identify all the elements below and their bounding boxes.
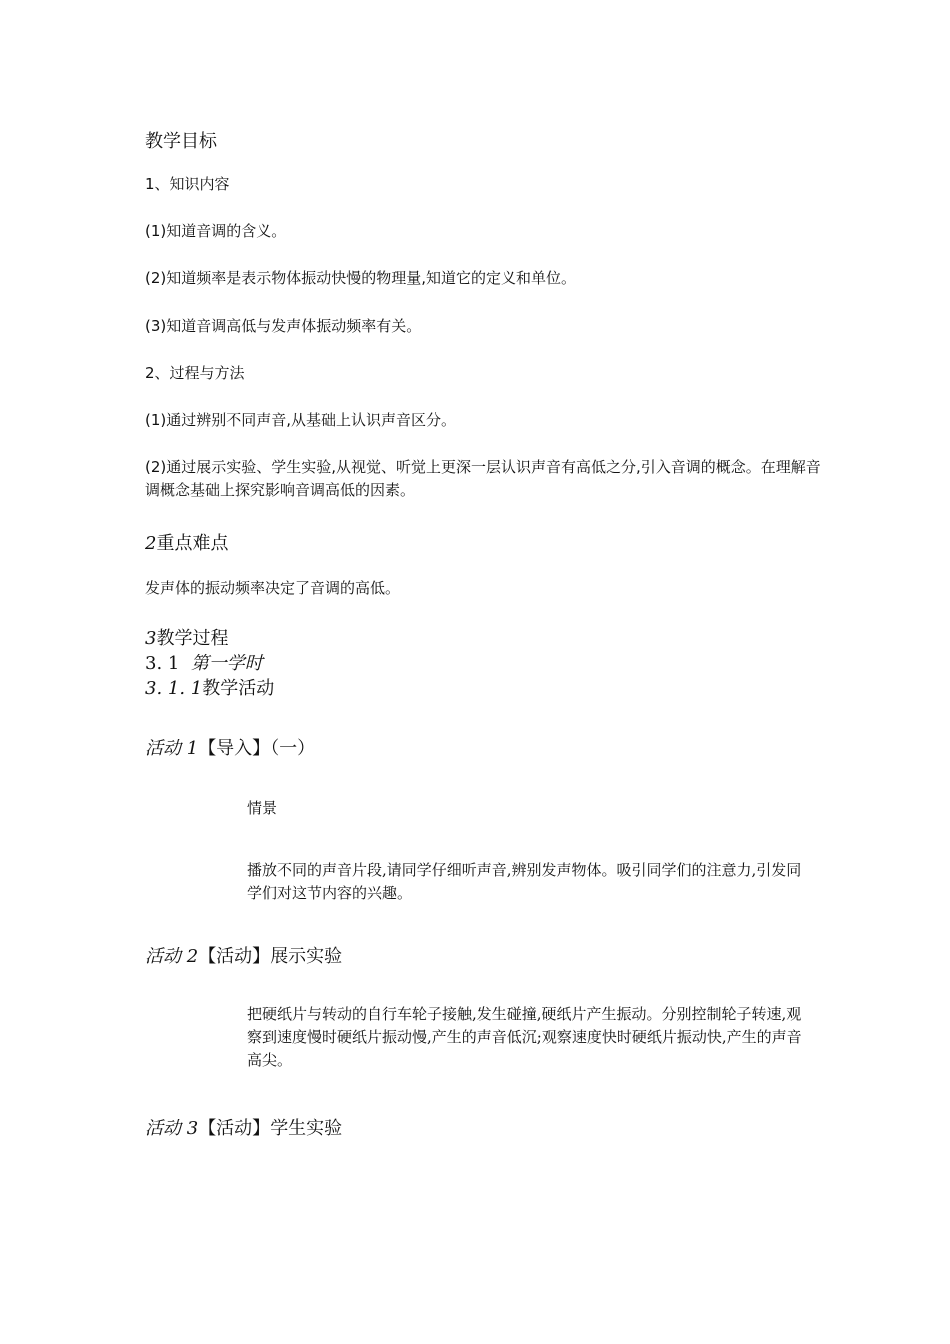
activity-1-title: （一）	[270, 738, 316, 759]
activity-3-title: 学生实验	[270, 1118, 343, 1139]
main-heading: 教学目标	[145, 131, 217, 152]
activity-1-sub-label: 情景	[247, 799, 278, 817]
activity-3-prefix: 活动 3	[145, 1118, 199, 1139]
section-1-item-1: (1)知道音调的含义。	[145, 222, 287, 240]
section-1-item-2: (2)知道频率是表示物体振动快慢的物理量,知道它的定义和单位。	[145, 269, 577, 287]
activity-section-heading	[145, 674, 274, 700]
process-heading	[145, 624, 228, 650]
activity-1-tag: 【导入】	[198, 738, 271, 759]
activity-2-prefix: 活动 2	[145, 946, 199, 967]
activity-2-title: 展示实验	[270, 946, 343, 967]
lesson-heading	[145, 649, 263, 675]
activity-2-tag: 【活动】	[198, 946, 271, 967]
key-points-title: 重点难点	[156, 533, 229, 554]
key-points-number: 2	[145, 533, 157, 554]
lesson-number: 3. 1	[145, 653, 180, 674]
lesson-title: 第一学时	[190, 653, 263, 674]
process-number: 3	[145, 628, 157, 649]
activity-3-heading	[145, 1114, 342, 1140]
activity-section-title: 教学活动	[202, 678, 275, 699]
activity-2-heading	[145, 942, 342, 968]
activity-1-content: 播放不同的声音片段,请同学仔细听声音,辨别发声物体。吸引同学们的注意力,引发同学们对这节内容的兴趣。	[247, 861, 802, 902]
activity-1-prefix: 活动 1	[145, 738, 199, 759]
section-2-item-1: (1)通过辨别不同声音,从基础上认识声音区分。	[145, 411, 457, 429]
activity-1-heading	[145, 734, 315, 760]
activity-2-content: 把硬纸片与转动的自行车轮子接触,发生碰撞,硬纸片产生振动。分别控制轮子转速,观察到速度慢时硬纸片振动慢,产生的声音低沉;观察速度快时硬纸片振动快,产生的声音高尖。	[247, 1005, 802, 1069]
key-points-heading	[145, 529, 228, 555]
section-1-title: 1、知识内容	[145, 175, 230, 193]
section-2-item-2: (2)通过展示实验、学生实验,从视觉、听觉上更深一层认识声音有高低之分,引入音调的概念。在理解音调概念基础上探究影响音调高低的因素。	[145, 458, 821, 499]
section-2-title: 2、过程与方法	[145, 364, 245, 382]
activity-3-tag: 【活动】	[198, 1118, 271, 1139]
process-title: 教学过程	[156, 628, 229, 649]
section-1-item-3: (3)知道音调高低与发声体振动频率有关。	[145, 317, 422, 335]
key-points-text: 发声体的振动频率决定了音调的高低。	[145, 579, 401, 597]
activity-section-number: 3. 1. 1	[145, 678, 203, 699]
